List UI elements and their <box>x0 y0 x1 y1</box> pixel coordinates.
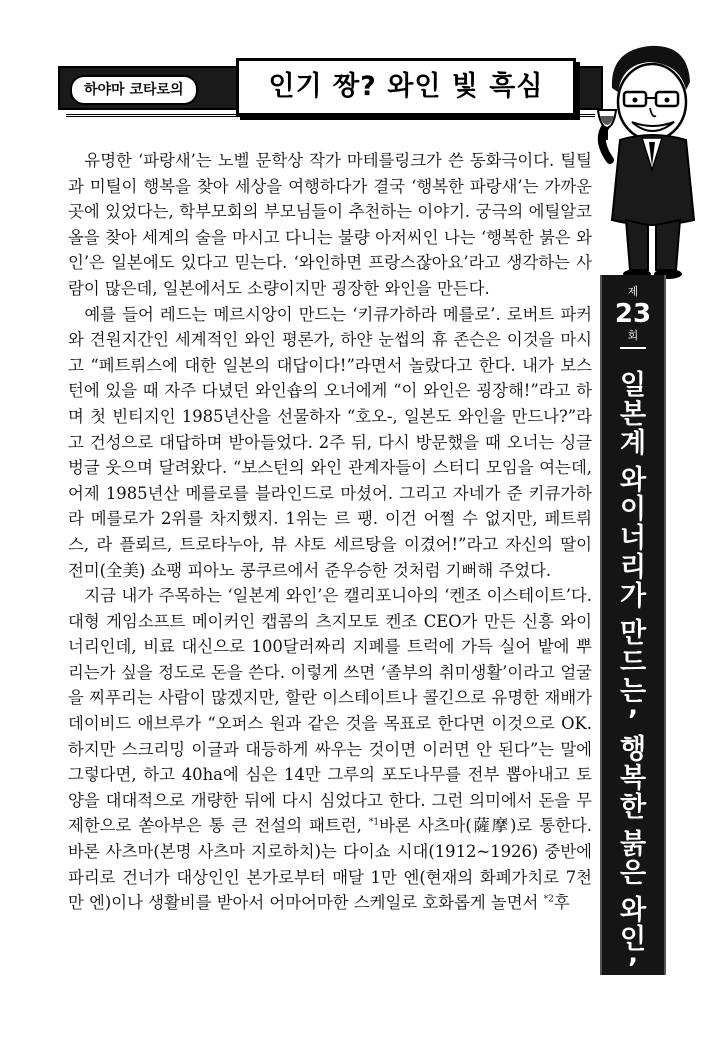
article-paragraph-1: 유명한 ‘파랑새’는 노벨 문학상 작가 마테를링크가 쓴 동화극이다. 틸틸과 미틸이 행복을 찾아 세상을 여행하다가 결국 ‘행복한 파랑새’는 가까운 곳에 있었다는, 학부모회의 부모님들이 추천하는 이야기. 궁극의 에틸알코올을 찾아 세계의 술을 마시고 다니는 불량 아저씨인 나는 ‘행복한 붉은 와인’은 일본에도 있다고 믿는다. ‘와인하면 프랑스잖아요’라고 생각하는 사람이 많은데, 일본에서도 소량이지만 굉장한 와인을 만든다. <box>68 151 592 298</box>
vertical-title-char: 일 <box>619 370 647 401</box>
episode-number-block <box>602 285 664 355</box>
vertical-title-char: 한 <box>619 792 647 823</box>
article-paragraph-3-part-c: 후 <box>553 893 570 913</box>
vertical-title-char: 드 <box>619 647 647 678</box>
vertical-title-char: 가 <box>619 581 647 612</box>
vertical-title-char: 와 <box>619 465 647 496</box>
vertical-title-char: 복 <box>619 763 647 794</box>
vertical-title-char: 리 <box>619 552 647 583</box>
header-bar <box>58 66 603 110</box>
article-paragraph-3-part-a: 지금 내가 주목하는 ‘일본계 와인’은 캘리포니아의 ‘켄조 이스테이트’다. 대형 게임소프트 메이커인 캡콤의 츠지모토 켄조 CEO가 만든 신흥 와이너리인데, 비료 대신으로 100달러짜리 지폐를 트럭에 가득 실어 밭에 뿌리는가 싶을 정도로 돈을 쓴다. 이렇게 쓰면 ‘졸부의 취미생활’이라고 얼굴을 찌푸리는 사람이 많겠지만, 할란 이스테이트나 콜긴으로 유명한 재배가 데이비드 애브루가 “오퍼스 원과 같은 것을 목표로 한다면 이것으로 OK. 하지만 스크리밍 이글과 대등하게 싸우는 것이면 이러면 안 된다”는 말에 그렇다면, 하고 40ha에 심은 14만 그루의 포도나무를 전부 뽑아내고 토양을 대대적으로 개량한 뒤에 다시 심었다고 한다. 그런 의미에서 돈을 무제한으로 쏟아부은 통 큰 전설의 패트런, <box>68 586 592 836</box>
author-caricature-illustration <box>590 30 720 285</box>
episode-divider <box>620 347 646 349</box>
vertical-title-char: 인 <box>619 924 647 955</box>
vertical-title-char: 만 <box>619 618 647 649</box>
episode-pillar <box>600 275 666 984</box>
footnote-marker-1: *1 <box>368 817 380 828</box>
episode-number: 23 <box>614 299 652 329</box>
vertical-episode-title <box>602 371 664 983</box>
vertical-title-char: 본 <box>619 399 647 430</box>
vertical-title-char: 는 <box>619 676 647 707</box>
article-paragraph-3-part-b: 바론 사츠마(薩摩)로 통한다. 바론 사츠마(본명 사츠마 지로하치)는 다이쇼 시대(1912~1926) 중반에 파리로 건너가 대상인인 본가로부터 매달 1만 엔(현재의 화폐가치로 7천만 엔)이나 생활비를 받아서 어마어마한 스케일로 호화롭게 놀면서 <box>68 816 593 913</box>
vertical-title-char: 와 <box>619 895 647 926</box>
page-title: 인기 짱? 와인 빛 흑심 <box>236 58 576 116</box>
article-paragraph-2: 예를 들어 레드는 메르시앙이 만드는 ‘키큐가하라 메를로’. 로버트 파커와 견원지간인 세계적인 와인 평론가, 하얀 눈썹의 휴 존슨은 이것을 마시고 “페트뤼스에 대한 일본의 대답이다!”라면서 놀랐다고 한다. 내가 보스턴에 있을 때 자주 다녔던 와인숍의 오너에게 “이 와인은 굉장해!”라고 하며 첫 빈티지인 1985년산을 선물하자 “호오-, 일본도 와인을 만드나?”라고 건성으로 대답하며 받아들었다. 2주 뒤, 다시 방문했을 때 오너는 싱글벙글 웃으며 달려왔다. “보스턴의 와인 관계자들이 스터디 모임을 여는데, 어제 1985년산 메를로를 블라인드로 마셨어. 그리고 자네가 준 키큐가하라 메를로가 2위를 차지했지. 1위는 르 팽. 이건 어쩔 수 없지만, 페트뤼스, 라 플뢰르, 트로타누아, 뷰 샤토 세르탕을 이겼어!”라고 자신의 딸이 전미(全美) 쇼팽 피아노 콩쿠르에서 준우승한 것처럼 기뻐해 주었다. <box>68 304 592 580</box>
vertical-title-char: ’ <box>627 705 639 736</box>
vertical-title-char: 은 <box>619 858 647 889</box>
footnote-marker-2: *2 <box>543 894 554 905</box>
series-label: 하야마 코타로의 <box>70 75 198 105</box>
article-body <box>68 148 592 916</box>
article-paragraph-3 <box>68 583 592 916</box>
vertical-title-char: ’ <box>627 953 639 984</box>
episode-prefix: 제 <box>627 285 639 298</box>
vertical-title-char: 너 <box>619 523 647 554</box>
vertical-title-char: 계 <box>619 428 647 459</box>
episode-suffix: 회 <box>627 329 639 342</box>
vertical-title-char: 붉 <box>619 829 647 860</box>
vertical-title-char: 행 <box>619 734 647 765</box>
vertical-title-char: 이 <box>619 494 647 525</box>
